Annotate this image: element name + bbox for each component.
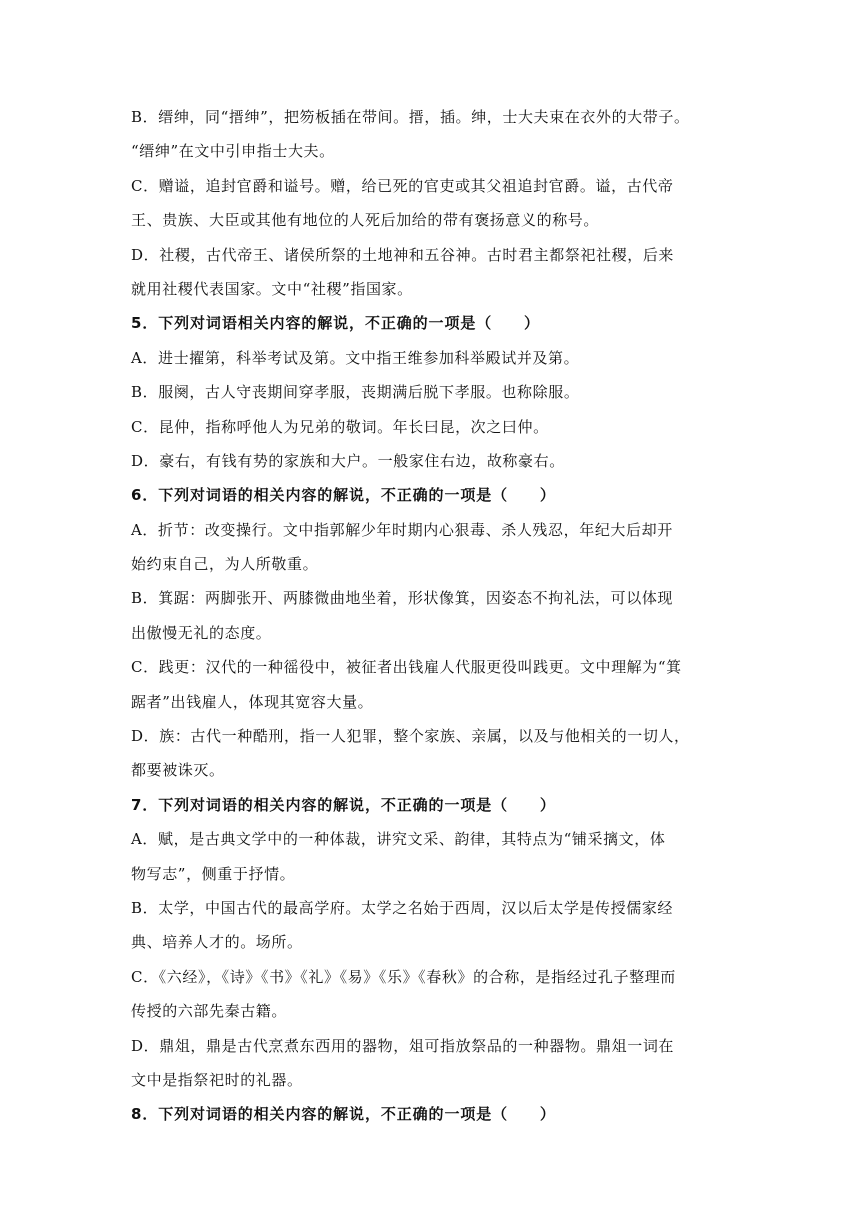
text-line: B．太学，中国古代的最高学府。太学之名始于西周，汉以后太学是传授儒家经 [131,898,674,917]
text-line: D．豪右，有钱有势的家族和大户。一般家住右边，故称豪右。 [131,451,565,470]
text-line: B．箕踞：两脚张开、两膝微曲地坐着，形状像箕，因姿态不拘礼法，可以体现 [131,589,674,608]
text-line: “缙绅”在文中引申指士大夫。 [131,142,335,161]
question-heading: 7．下列对词语的相关内容的解说，不正确的一项是（ ） [131,795,556,814]
text-line: 踞者”出钱雇人，体现其宽容大量。 [131,692,374,711]
text-line: A．折节：改变操行。文中指郭解少年时期内心狠毒、杀人残忍，年纪大后却开 [131,520,673,539]
text-line: C．《六经》，《诗》《书》《礼》《易》《乐》《春秋》的合称，是指经过孔子整理而 [131,967,676,986]
text-line: 就用社稷代表国家。文中“社稷”指国家。 [131,279,413,298]
text-line: C．赠谥，追封官爵和谥号。赠，给已死的官吏或其父祖追封官爵。谥，古代帝 [131,176,674,195]
text-line: A．赋，是古典文学中的一种体裁，讲究文采、韵律，其特点为“铺采摛文，体 [131,830,666,849]
text-line: B．缙绅，同“搢绅”，把笏板插在带间。搢，插。绅，士大夫束在衣外的大带子。 [131,108,690,126]
question-heading: 8．下列对词语的相关内容的解说，不正确的一项是（ ） [131,1105,556,1124]
text-line: 始约束自己，为人所敬重。 [131,555,319,574]
question-heading: 6．下列对词语的相关内容的解说，不正确的一项是（ ） [131,486,556,505]
text-line: D．社稷，古代帝王、诸侯所祭的土地神和五谷神。古时君主都祭祀社稷，后来 [131,245,675,264]
text-line: 王、贵族、大臣或其他有地位的人死后加给的带有褒扬意义的称号。 [131,211,600,230]
text-line: C．践更：汉代的一种徭役中，被征者出钱雇人代服更役叫践更。文中理解为“箕 [131,658,682,677]
text-line: 典、培养人才的。场所。 [131,933,303,952]
text-line: 物写志”，侧重于抒情。 [131,864,296,883]
text-line: 出傲慢无礼的态度。 [131,623,272,642]
text-line: 文中是指祭祀时的礼器。 [131,1070,303,1089]
text-line: D．鼎俎，鼎是古代烹煮东西用的器物，俎可指放祭品的一种器物。鼎俎一词在 [131,1036,675,1055]
text-line: D．族：古代一种酷刑，指一人犯罪，整个家族、亲属，以及与他相关的一切人， [131,727,690,746]
text-line: 都要被诛灭。 [131,761,225,780]
question-heading: 5．下列对词语相关内容的解说，不正确的一项是（ ） [131,314,540,333]
text-line: A．进士擢第，科举考试及第。文中指王维参加科举殿试并及第。 [131,348,580,367]
text-line: C．昆仲，指称呼他人为兄弟的敬词。年长曰昆，次之曰仲。 [131,417,549,436]
text-line: B．服阕，古人守丧期间穿孝服，丧期满后脱下孝服。也称除服。 [131,383,580,402]
document-body [131,100,741,1132]
text-line: 传授的六部先秦古籍。 [131,1002,288,1021]
